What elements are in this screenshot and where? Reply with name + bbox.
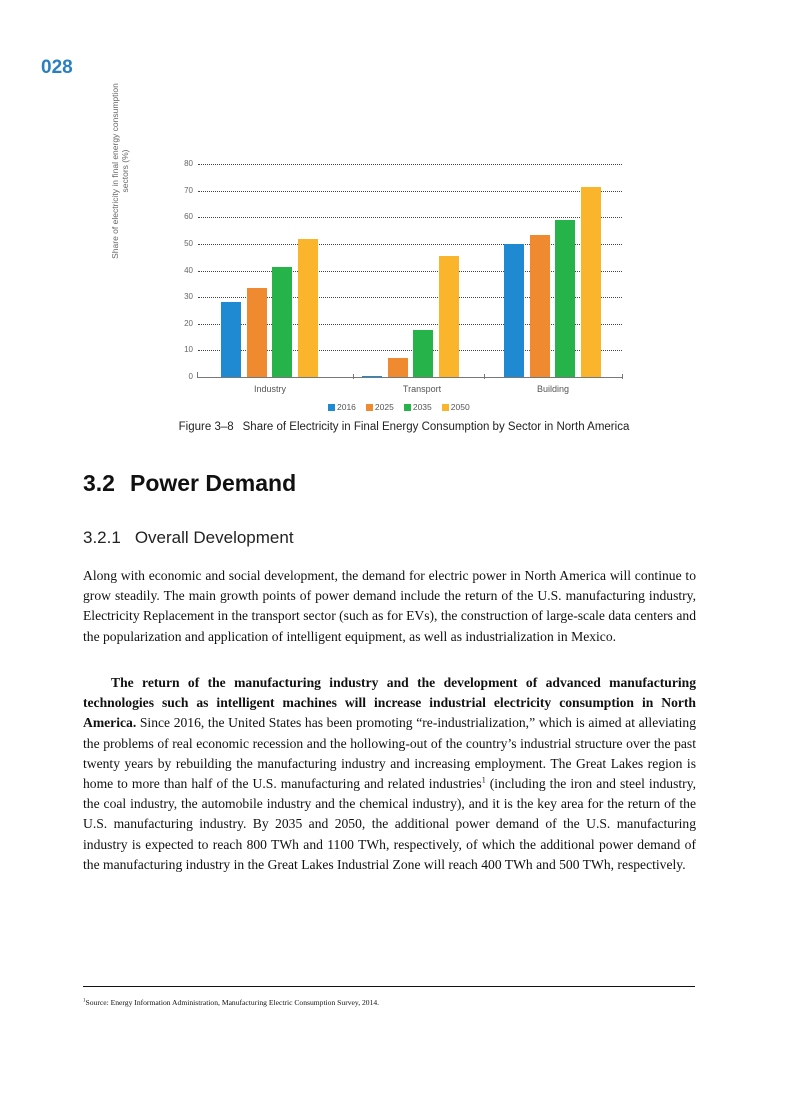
- x-axis-tick: [622, 374, 623, 379]
- x-category-industry: Industry: [253, 384, 286, 394]
- legend-item-2035: [404, 402, 432, 412]
- x-axis-tick: [484, 374, 485, 379]
- paragraph-2-body-b: (including the iron and steel industry, the coal industry, the automobile industry and the chemical industry), and it is the key area for the return of the U.S. manufacturing industry. By 2035 and 2050, the additional power demand of the U.S. manufacturing industry is expected to reach 800 TWh and 1100 TWh, respectively, of which the additional power demand of the manufacturing industry in the Great Lakes Industrial Zone will reach 400 TWh and 500 TWh, respectively.: [83, 776, 697, 872]
- y-tick-label: 70: [184, 185, 193, 195]
- subsection-heading: [83, 528, 294, 548]
- section-number: 3.2: [83, 470, 115, 496]
- footnote: [83, 998, 379, 1007]
- bar-building-2035: [555, 220, 575, 377]
- legend-item-2016: [328, 402, 356, 412]
- legend-item-2050: [442, 402, 470, 412]
- x-category-building: Building: [536, 384, 570, 394]
- footnote-divider: [83, 986, 695, 987]
- y-tick-label: 50: [184, 238, 193, 248]
- legend-swatch: [366, 404, 373, 411]
- paragraph-2-lead: The return of the manufacturing industry and the development of advanced manufacturing technologies such as intelligent machines will increase industrial electricity consumption in North America.: [83, 675, 696, 731]
- subsection-title: Overall Development: [134, 528, 294, 547]
- bar-industry-2025: [247, 288, 267, 377]
- figure-caption: [0, 421, 794, 433]
- bar-building-2050: [581, 187, 601, 377]
- chart-legend: [328, 402, 470, 412]
- bar-transport-2050: [439, 256, 459, 377]
- y-tick-label: 20: [184, 318, 193, 328]
- bar-transport-2025: [388, 358, 408, 377]
- paragraph-2-body-a: Since 2016, the United States has been promoting “re-industrialization,” which is aimed at alleviating the problems of real economic recession and the hollowing-out of the country’s industrial structure over the past twenty years by rebuilding the manufacturing industry and increasing employment. The Great Lakes region is home to more than half of the U.S. manufacturing and related industries: [83, 715, 696, 792]
- y-tick-label: 60: [184, 212, 193, 222]
- legend-swatch: [404, 404, 411, 411]
- bar-building-2025: [530, 235, 550, 377]
- paragraph-2: [83, 673, 696, 875]
- legend-swatch: [442, 404, 449, 411]
- x-axis-tick: [353, 374, 354, 379]
- legend-item-2025: [366, 402, 394, 412]
- section-heading: [83, 470, 296, 497]
- subsection-number: 3.2.1: [83, 528, 121, 547]
- y-tick-label: 10: [184, 345, 193, 355]
- footnote-ref[interactable]: 1: [481, 775, 486, 785]
- legend-label: 2016: [337, 402, 356, 412]
- y-tick-label: 40: [184, 265, 193, 275]
- paragraph-1: Along with economic and social development, the demand for electric power in North America will continue to grow steadily. The main growth points of power demand include the return of the U.S. manufacturing industry, Electricity Replacement in the transport sector (such as for EVs), the construction of large-scale data centers and the popularization and application of intelligent equipment, as well as industrialization in Mexico.: [83, 568, 696, 644]
- bar-transport-2016: [362, 376, 382, 377]
- gridline: [198, 164, 622, 165]
- gridline: [198, 217, 622, 218]
- x-category-transport: Transport: [402, 384, 442, 394]
- x-axis: [197, 377, 623, 378]
- bar-industry-2050: [298, 239, 318, 377]
- gridline: [198, 191, 622, 192]
- legend-swatch: [328, 404, 335, 411]
- y-tick-label: 80: [184, 159, 193, 168]
- bar-industry-2016: [221, 302, 241, 377]
- bar-industry-2035: [272, 267, 292, 377]
- bar-building-2016: [504, 244, 524, 377]
- section-title: Power Demand: [129, 470, 297, 496]
- page-number: 028: [41, 57, 73, 78]
- y-axis-label: Share of electricity in final energy consumption sectors (%): [110, 83, 130, 259]
- figure-label: Figure 3–8: [178, 421, 234, 433]
- legend-label: 2025: [374, 402, 394, 412]
- footnote-text: Source: Energy Information Administration, Manufacturing Electric Consumption Survey, 2014.: [85, 998, 380, 1007]
- y-tick-label: 0: [188, 372, 193, 381]
- x-axis-tick: [197, 372, 198, 377]
- y-tick-label: 30: [184, 292, 193, 302]
- legend-label: 2050: [450, 402, 470, 412]
- legend-label: 2035: [412, 402, 432, 412]
- figure-title: Share of Electricity in Final Energy Consumption by Sector in North America: [242, 421, 630, 433]
- footnote-marker: 1: [83, 998, 86, 1004]
- bar-chart: [0, 0, 794, 440]
- bar-transport-2035: [413, 330, 433, 377]
